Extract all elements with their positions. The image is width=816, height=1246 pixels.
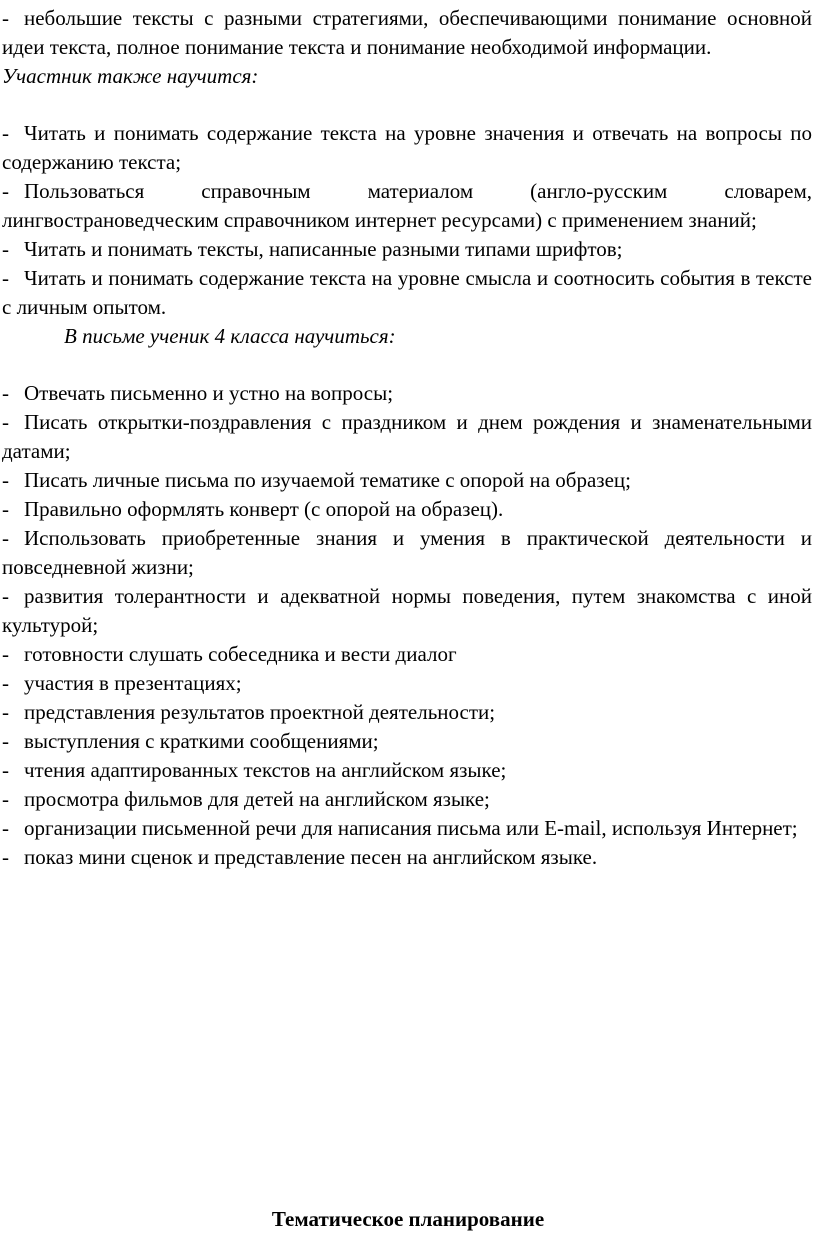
list-item-text: выступления с краткими сообщениями; [24, 729, 379, 753]
list-item-text: показ мини сценок и представление песен на английском языке. [24, 845, 598, 869]
dash-marker: - [2, 584, 9, 608]
dash-marker: - [2, 671, 9, 695]
list-item-text: участия в презентациях; [24, 671, 242, 695]
list-item-text: готовности слушать собеседника и вести диалог [24, 642, 457, 666]
list-item-intro [2, 4, 814, 62]
heading-writing-skills: В письме ученик 4 класса научиться: [64, 324, 396, 348]
dash-marker: - [2, 758, 9, 782]
dash-marker: - [2, 526, 9, 550]
list-item-text: небольшие тексты с разными стратегиями, обеспечивающими понимание основной идеи текста, полное понимание текста и понимание необходимой информации. [2, 6, 812, 59]
dash-marker: - [2, 381, 9, 405]
list-item [2, 843, 814, 872]
list-item [2, 814, 814, 843]
list-item-text: организации письменной речи для написания письма или E-mail, используя Интернет; [24, 816, 798, 840]
list-item [2, 408, 814, 466]
dash-marker: - [2, 729, 9, 753]
dash-marker: - [2, 816, 9, 840]
dash-marker: - [2, 468, 9, 492]
list-writing-skills [2, 379, 814, 872]
list-item [2, 785, 814, 814]
text-body [2, 4, 814, 872]
spacer [2, 351, 814, 379]
dash-marker: - [2, 179, 9, 203]
list-item-text: Пользоваться справочным материалом (англо-русским словарем, лингвострановедческим справочником интернет ресурсами) с применением знаний; [2, 179, 812, 232]
dash-marker: - [2, 642, 9, 666]
list-item-text: Писать открытки-поздравления с праздником и днем рождения и знаменательными датами; [2, 410, 812, 463]
list-item [2, 119, 814, 177]
dash-marker: - [2, 6, 9, 30]
list-item-text: Читать и понимать содержание текста на уровне смысла и соотносить события в тексте с личным опытом. [2, 266, 812, 319]
list-item-text: просмотра фильмов для детей на английском языке; [24, 787, 490, 811]
list-item [2, 727, 814, 756]
list-item-text: Читать и понимать тексты, написанные разными типами шрифтов; [24, 237, 623, 261]
list-item [2, 698, 814, 727]
list-item-text: Использовать приобретенные знания и умения в практической деятельности и повседневной жизни; [2, 526, 812, 579]
list-item-text: Правильно оформлять конверт (с опорой на образец). [24, 497, 504, 521]
list-item-text: развития толерантности и адекватной нормы поведения, путем знакомства с иной культурой; [2, 584, 812, 637]
list-item [2, 495, 814, 524]
section-title: Тематическое планирование [271, 1207, 545, 1231]
list-item [2, 466, 814, 495]
list-item [2, 669, 814, 698]
list-item-text: Отвечать письменно и устно на вопросы; [24, 381, 394, 405]
list-item [2, 264, 814, 322]
list-reading-skills [2, 119, 814, 322]
dash-marker: - [2, 237, 9, 261]
dash-marker: - [2, 497, 9, 521]
list-item-text: Читать и понимать содержание текста на уровне значения и отвечать на вопросы по содержанию текста; [2, 121, 812, 174]
dash-marker: - [2, 266, 9, 290]
list-item [2, 582, 814, 640]
list-item [2, 177, 814, 235]
list-item [2, 524, 814, 582]
list-item [2, 235, 814, 264]
dash-marker: - [2, 700, 9, 724]
list-item [2, 640, 814, 669]
list-item-text: Писать личные письма по изучаемой тематике с опорой на образец; [24, 468, 632, 492]
dash-marker: - [2, 787, 9, 811]
list-item-text: представления результатов проектной деятельности; [24, 700, 496, 724]
spacer [2, 91, 814, 119]
list-item-text: чтения адаптированных текстов на английском языке; [24, 758, 507, 782]
dash-marker: - [2, 410, 9, 434]
list-item [2, 379, 814, 408]
list-item [2, 756, 814, 785]
dash-marker: - [2, 121, 9, 145]
heading-participant-learns: Участник также научится: [2, 64, 259, 88]
dash-marker: - [2, 845, 9, 869]
